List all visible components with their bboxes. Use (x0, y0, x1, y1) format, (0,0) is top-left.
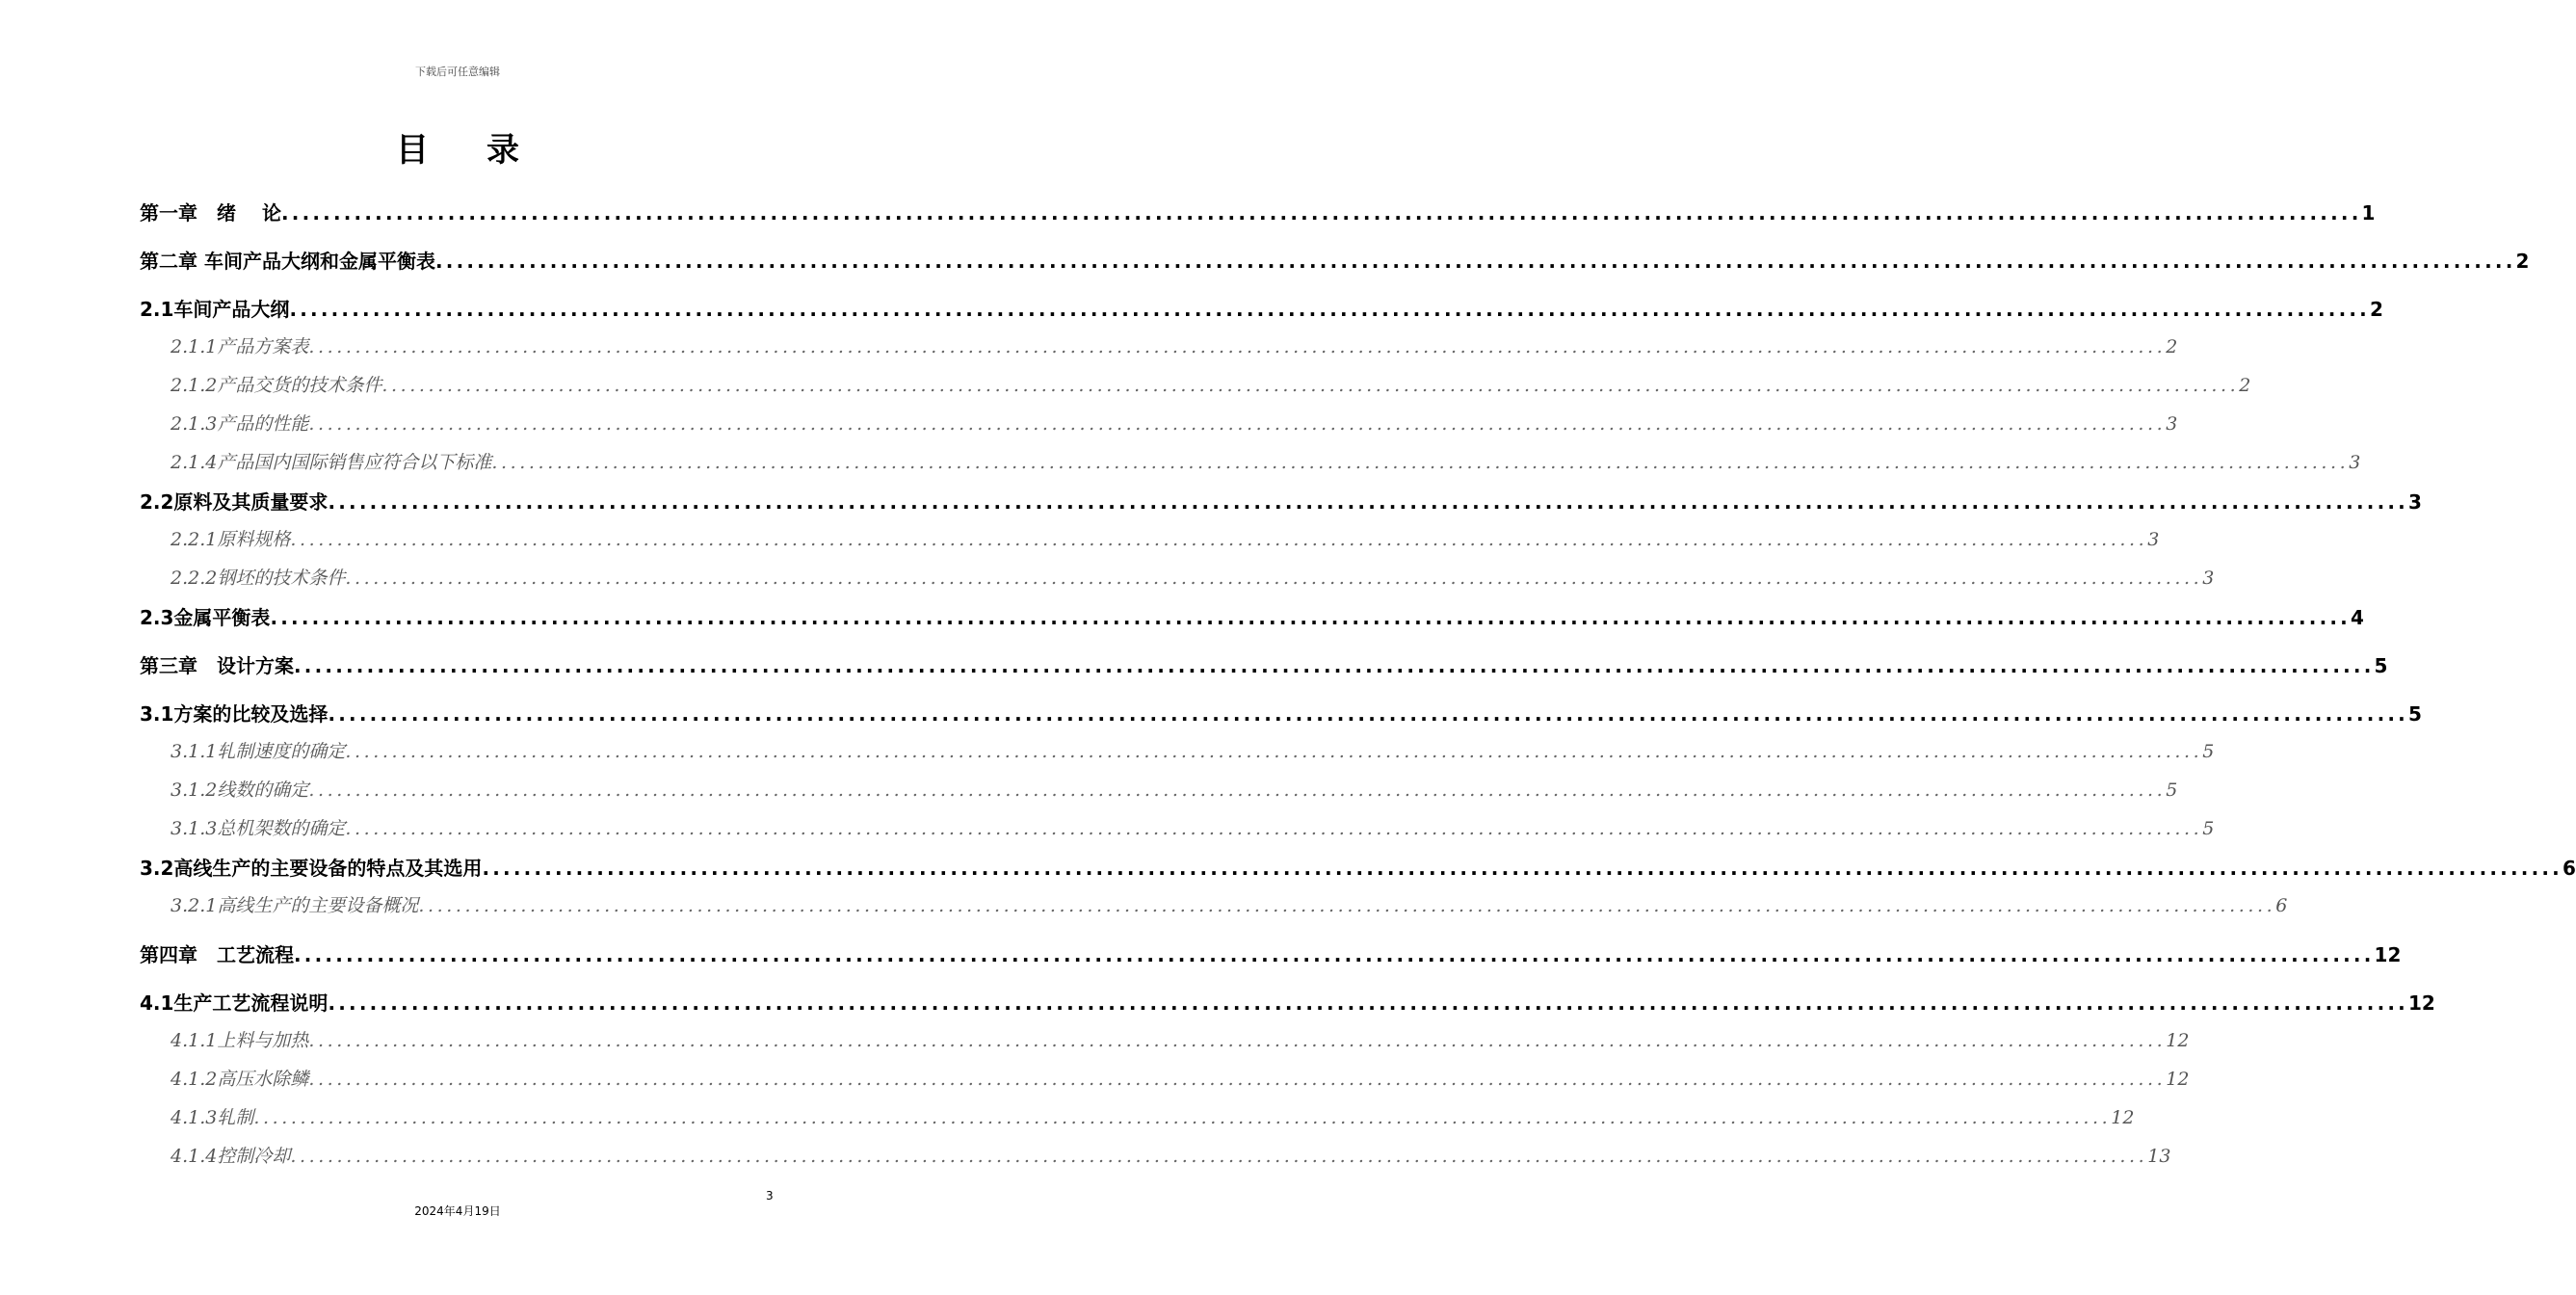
toc-entry-page: 3 (2349, 452, 2361, 473)
toc-entry-page: 1 (2361, 201, 2376, 225)
toc-entry-label: 3.1.1轧制速度的确定 (171, 741, 346, 762)
toc-entry-label: 2.1.3产品的性能 (171, 413, 309, 435)
toc-entry-section[interactable] (140, 1065, 2190, 1091)
toc-leader-dots: ........................................................................................................................................................................................................ (328, 702, 2408, 726)
toc-leader-dots: ........................................................................................................................................................................................................ (294, 654, 2375, 677)
toc-entry-page: 12 (2374, 943, 2402, 966)
toc-entry-chapter[interactable] (140, 602, 2364, 630)
toc-entry-label: 3.1.2线数的确定 (171, 780, 309, 801)
toc-leader-dots: ........................................................................................................................................................................................................ (434, 250, 2516, 273)
toc-entry-chapter[interactable] (140, 988, 2435, 1016)
toc-entry-chapter[interactable] (140, 699, 2422, 727)
toc-leader-dots: ........................................................................................................................................................................................................ (289, 298, 2370, 321)
toc-entry-chapter[interactable] (140, 198, 2376, 225)
toc-entry-label: 3.1方案的比较及选择 (140, 702, 329, 726)
toc-entry-page: 6 (2562, 857, 2576, 880)
toc-leader-dots: ........................................................................................................................................................................................................ (328, 991, 2408, 1015)
toc-entry-chapter[interactable] (140, 939, 2402, 967)
toc-leader-dots: ........................................................................................................................................................................................................ (345, 741, 2203, 762)
toc-entry-label: 第四章 工艺流程 (140, 943, 294, 966)
toc-leader-dots: ........................................................................................................................................................................................................ (345, 568, 2203, 589)
toc-leader-dots: ........................................................................................................................................................................................................ (308, 1030, 2167, 1051)
toc-entry-page: 5 (2407, 702, 2422, 726)
title-part-2: 录 (486, 131, 519, 170)
toc-entry-page: 12 (2166, 1030, 2190, 1051)
toc-entry-section[interactable] (140, 1026, 2190, 1052)
toc-entry-label: 4.1.1上料与加热 (171, 1030, 309, 1051)
toc-entry-label: 4.1.3轧制 (171, 1107, 254, 1128)
toc-entry-page: 5 (2374, 654, 2388, 677)
toc-entry-page: 3 (2166, 413, 2178, 435)
toc-leader-dots: ........................................................................................................................................................................................................ (290, 529, 2148, 550)
toc-entry-label: 3.2.1高线生产的主要设备概况 (171, 895, 419, 916)
toc-entry-label: 4.1生产工艺流程说明 (140, 991, 329, 1015)
page-number: 3 (766, 1189, 774, 1202)
toc-entry-page: 5 (2202, 741, 2215, 762)
toc-entry-section[interactable] (140, 332, 2178, 358)
toc-entry-section[interactable] (140, 410, 2178, 436)
toc-entry-label: 2.2原料及其质量要求 (140, 490, 329, 514)
toc-leader-dots: ........................................................................................................................................................................................................ (253, 1107, 2112, 1128)
toc-entry-page: 13 (2147, 1146, 2171, 1167)
toc-entry-page: 2 (2515, 250, 2530, 273)
toc-leader-dots: ........................................................................................................................................................................................................ (328, 490, 2408, 514)
title-part-1: 目 (396, 131, 429, 170)
page-title (0, 123, 915, 171)
toc-entry-section[interactable] (140, 737, 2215, 763)
footer-date: 2024年4月19日 (414, 1204, 501, 1218)
toc-entry-page: 5 (2166, 780, 2178, 801)
toc-entry-section[interactable] (140, 814, 2215, 840)
toc-entry-label: 2.2.2钢坯的技术条件 (171, 568, 346, 589)
toc-leader-dots: ........................................................................................................................................................................................................ (290, 1146, 2148, 1167)
toc-leader-dots: ........................................................................................................................................................................................................ (491, 452, 2350, 473)
toc-entry-section[interactable] (140, 448, 2361, 474)
toc-entry-page: 2 (2369, 298, 2383, 321)
toc-entry-page: 12 (2111, 1107, 2135, 1128)
toc-entry-label: 2.3金属平衡表 (140, 606, 271, 629)
toc-entry-chapter[interactable] (140, 246, 2530, 274)
toc-entry-page: 3 (2407, 490, 2422, 514)
toc-entry-page: 6 (2275, 895, 2288, 916)
toc-entry-label: 2.1车间产品大纲 (140, 298, 290, 321)
toc-entry-chapter[interactable] (140, 294, 2383, 322)
toc-entry-chapter[interactable] (140, 853, 2576, 881)
toc-entry-label: 第一章 绪 论 (140, 201, 281, 225)
toc-entry-label: 3.2高线生产的主要设备的特点及其选用 (140, 857, 483, 880)
toc-entry-page: 2 (2239, 375, 2251, 396)
toc-entry-label: 第二章 车间产品大纲和金属平衡表 (140, 250, 435, 273)
toc-entry-label: 2.2.1原料规格 (171, 529, 291, 550)
toc-leader-dots: ........................................................................................................................................................................................................ (308, 1069, 2167, 1090)
toc-entry-page: 5 (2202, 818, 2215, 839)
toc-leader-dots: ........................................................................................................................................................................................................ (280, 201, 2362, 225)
toc-entry-section[interactable] (140, 564, 2215, 590)
toc-entry-label: 3.1.3总机架数的确定 (171, 818, 346, 839)
toc-entry-section[interactable] (140, 1142, 2171, 1168)
toc-entry-section[interactable] (140, 525, 2160, 551)
toc-leader-dots: ........................................................................................................................................................................................................ (381, 375, 2240, 396)
toc-leader-dots: ........................................................................................................................................................................................................ (418, 895, 2276, 916)
toc-entry-chapter[interactable] (140, 650, 2388, 678)
toc-entry-page: 2 (2166, 336, 2178, 357)
toc-entry-page: 12 (2166, 1069, 2190, 1090)
toc-entry-section[interactable] (140, 776, 2178, 802)
toc-entry-chapter[interactable] (140, 487, 2422, 515)
toc-leader-dots: ........................................................................................................................................................................................................ (308, 336, 2167, 357)
toc-leader-dots: ........................................................................................................................................................................................................ (294, 943, 2375, 966)
toc-entry-page: 4 (2350, 606, 2364, 629)
toc-entry-label: 2.1.2产品交货的技术条件 (171, 375, 382, 396)
toc-leader-dots: ........................................................................................................................................................................................................ (345, 818, 2203, 839)
toc-entry-label: 4.1.4控制冷却 (171, 1146, 291, 1167)
toc-entry-label: 2.1.4产品国内国际销售应符合以下标准 (171, 452, 492, 473)
toc-entry-section[interactable] (140, 1103, 2135, 1129)
toc-entry-section[interactable] (140, 371, 2251, 397)
header-note: 下载后可任意编辑 (415, 66, 500, 78)
toc-entry-label: 第三章 设计方案 (140, 654, 294, 677)
toc-entry-page: 3 (2147, 529, 2160, 550)
toc-leader-dots: ........................................................................................................................................................................................................ (308, 780, 2167, 801)
toc-entry-label: 4.1.2高压水除鳞 (171, 1069, 309, 1090)
toc-leader-dots: ........................................................................................................................................................................................................ (270, 606, 2351, 629)
toc-entry-page: 12 (2407, 991, 2435, 1015)
toc-leader-dots: ........................................................................................................................................................................................................ (482, 857, 2563, 880)
toc-entry-page: 3 (2202, 568, 2215, 589)
toc-entry-section[interactable] (140, 891, 2288, 917)
toc-leader-dots: ........................................................................................................................................................................................................ (308, 413, 2167, 435)
toc-entry-label: 2.1.1产品方案表 (171, 336, 309, 357)
